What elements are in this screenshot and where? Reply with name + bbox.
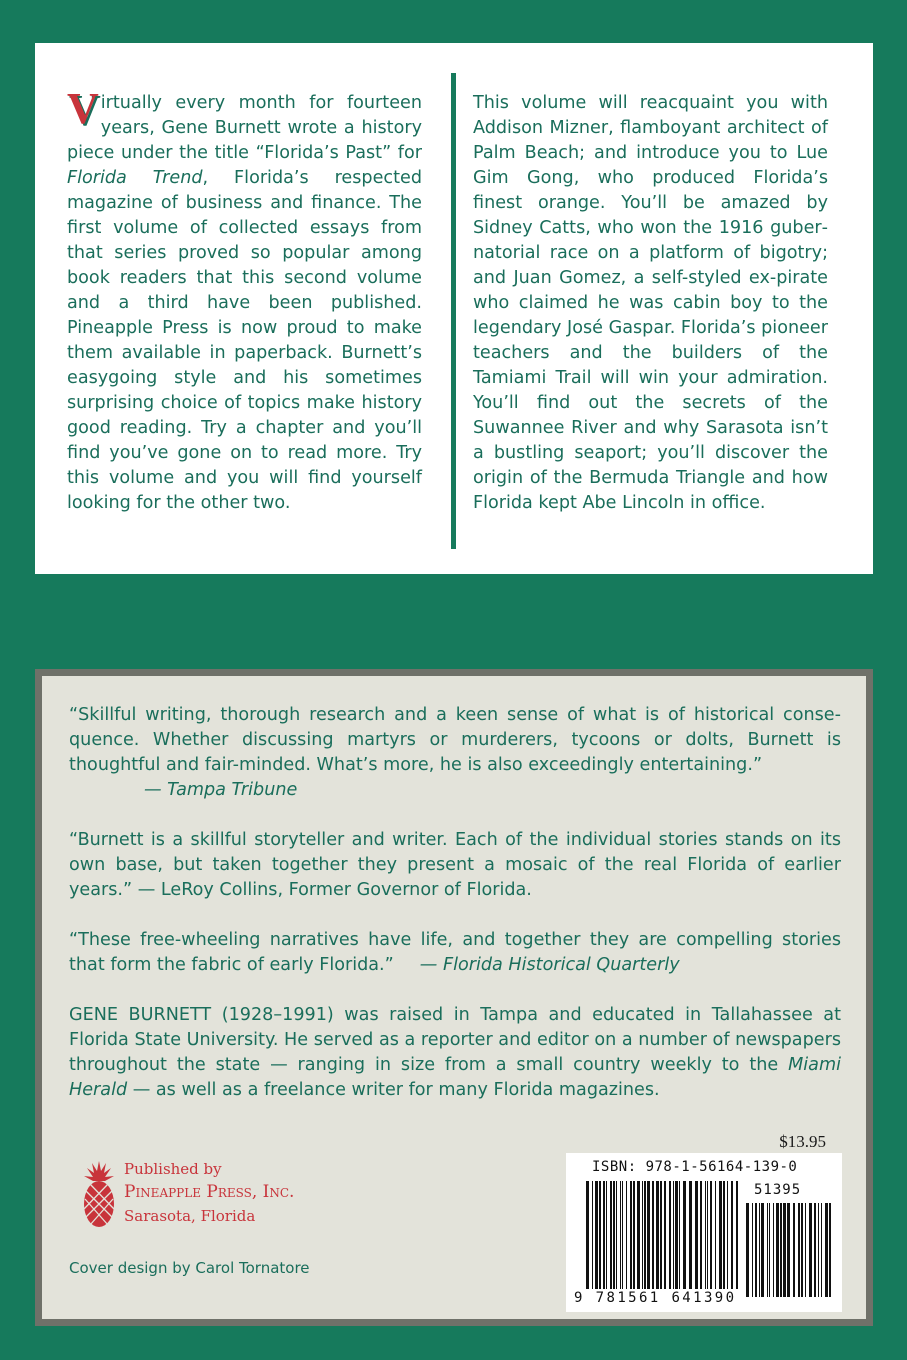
bio-text-2: — as well as a freelance writer for many Florida magazines. [127,1080,660,1100]
pineapple-icon [78,1159,120,1231]
price-code-digits: 51395 [754,1182,802,1198]
left-column-text-2: , Florida’s respected magazine of business and finance. The first volume of collected essays from that series proved so popular among book readers that this second volume and a third have been published. Pineapple Press is now proud to make them available in paperback. Burnett’s easygoing style and his sometimes surprising choice of topics make history good reading. Try a chapter and you’ll find you’ve gone on to read more. Try this volume and you will find yourself looking for the other two. [67,168,422,513]
quote-text: “These free-wheeling narratives have life, and together they are compelling stories that form the fabric of early Florida.” [69,930,841,975]
right-description-column [473,91,828,516]
quote-text: “Burnett is a skillful storyteller and writer. Each of the individual stories stands on its own base, but taken together they present a mosaic of the real Florida of earlier years.” [69,830,841,900]
column-divider [451,73,456,549]
quote-attribution: — LeRoy Collins, Former Governor of Florida. [137,880,532,900]
price-label: $13.95 [779,1132,826,1151]
quote-leroy-collins [69,828,841,903]
author-bio [69,1003,841,1103]
top-description-panel [35,43,873,574]
ean-digits: 9 781561 641390 [574,1290,737,1306]
left-column-text-1: irtually every month for fourteen years, Gene Burnett wrote a history piece under the title “Florida’s Past” for [67,93,422,163]
newspaper-title: Miami Herald [69,1055,841,1100]
isbn-label: ISBN: 978-1-56164-139-0 [592,1159,798,1175]
barcode-panel [566,1153,842,1312]
reviews-and-bio [69,703,841,1128]
right-column-text: This volume will reacquaint you with Addison Mizner, flamboyant architect of Palm Beach; and introduce you to Lue Gim Gong, who produced Florida’s finest orange. You’ll be amazed by Sidney Catts, who won the 1916 gubernatorial race on a platform of bigotry; and Juan Gomez, a self-styled ex-pirate who claimed he was cabin boy to the legendary José Gaspar. Florida’s pioneer teachers and the builders of the Tamiami Trail will win your admiration. You’ll find out the secrets of the Suwannee River and why Sarasota isn’t a bustling seaport; you’ll discover the origin of the Bermuda Triangle and how Florida kept Abe Lincoln in office. [473,93,828,513]
magazine-title: Florida Trend [67,168,203,188]
review-panel-frame [35,669,873,1326]
drop-cap-letter: V [67,84,99,133]
quote-attribution: — Florida Historical Quarterly [419,955,680,975]
quote-florida-historical-quarterly [69,928,841,978]
review-panel [42,676,866,1319]
bio-text-1: GENE BURNETT (1928–1991) was raised in Tampa and educated in Tallahassee at Florida State University. He served as a reporter and editor on a number of newspapers throughout the state — ranging in size from a small country weekly to the [69,1005,841,1075]
publisher-text [124,1159,294,1227]
cover-design-credit: Cover design by Carol Tornatore [69,1259,310,1277]
publisher-block [78,1159,338,1239]
published-by-label: Published by [124,1160,222,1178]
quote-tampa-tribune [69,703,841,803]
publisher-name: Pineapple Press, Inc. [124,1182,295,1202]
price-addon-barcode [744,1203,834,1301]
left-description-column [67,84,422,516]
ean-barcode [584,1181,742,1293]
quote-attribution: — Tampa Tribune [144,780,298,800]
publisher-location: Sarasota, Florida [124,1207,256,1225]
quote-text: “Skillful writing, thorough research and a keen sense of what is of historical consequence. Whether discussing martyrs or murderers, tycoons or dolts, Burnett is thoughtful and fair-minded. What’s more, he is also exceedingly entertaining.” [69,705,841,775]
